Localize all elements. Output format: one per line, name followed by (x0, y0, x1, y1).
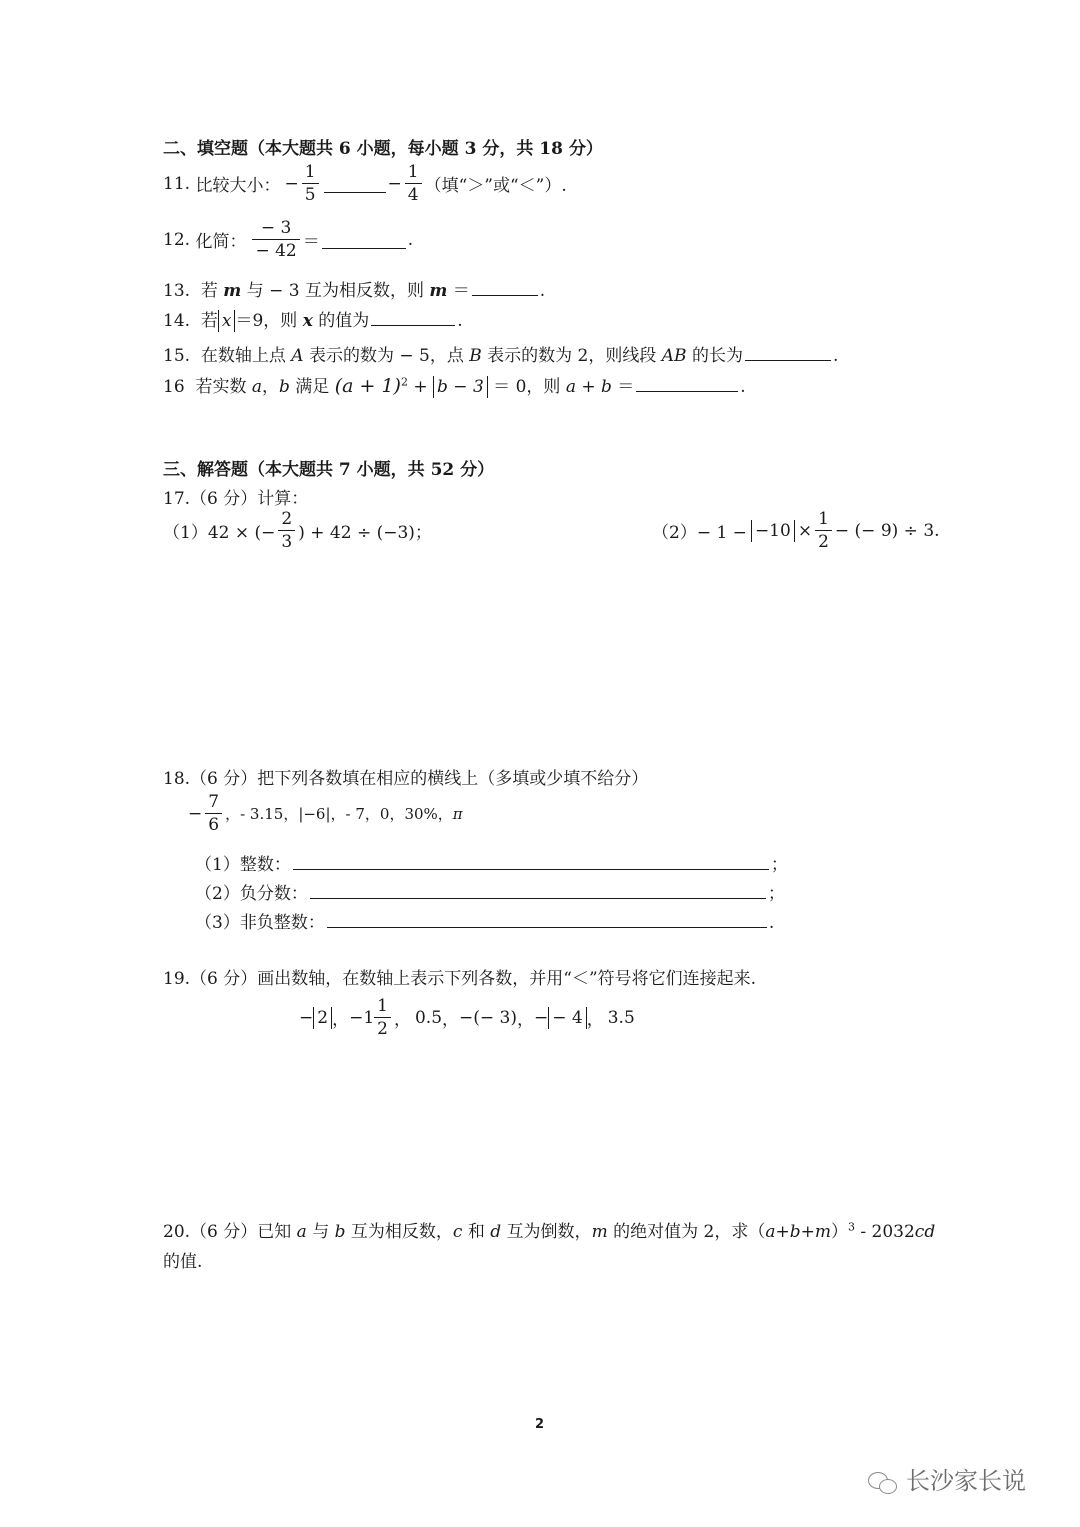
q19-sep-2: ， (393, 1010, 411, 1031)
q18-fraction-den: 6 (205, 813, 222, 835)
q20-var-c: c (452, 1222, 463, 1242)
q14-var-x: x (302, 311, 313, 331)
question-12 (163, 218, 413, 262)
q16-abs: b − 3 (433, 376, 488, 398)
q15-point-b: B (469, 346, 482, 366)
q19-a4: −(− 3) (459, 1007, 517, 1028)
q19-a1-abs: 2 (313, 1007, 332, 1029)
q13-mid: 与 − 3 互为相反数，则 (246, 281, 424, 301)
q19-a2-fraction (374, 996, 391, 1040)
q15-segment-ab: AB (661, 346, 687, 366)
q12-fraction-den: − 42 (252, 239, 299, 261)
q19-a2-pre: −1 (349, 1007, 375, 1028)
q14-post: 的值为 (318, 311, 370, 331)
question-14 (163, 306, 463, 332)
q11-number: 11. (163, 173, 191, 194)
q20-t1: 20.（6 分）已知 (163, 1222, 292, 1242)
q12-end: . (407, 229, 414, 250)
q14-abs-x: x (218, 310, 236, 332)
q15-number: 15. (163, 346, 191, 366)
q18-list: ，- 3.15，|−6|，- 7，0，30%， (225, 805, 453, 824)
q11-fraction-1-num: 1 (304, 162, 316, 182)
q17-p1-fraction-den: 3 (278, 530, 295, 552)
q16-var-b: b (279, 377, 290, 397)
section-3-heading: 三、解答题（本大题共 7 小题，共 52 分） (163, 460, 495, 480)
q12-number: 12. (163, 229, 191, 250)
q18-fraction (205, 792, 222, 836)
q13-end: . (539, 281, 546, 301)
question-18-heading: 18.（6 分）把下列各数填在相应的横线上（多填或少填不给分） (163, 769, 649, 789)
q20-t3: 互为相反数， (350, 1222, 453, 1242)
q20-t8: - 2032 (854, 1222, 915, 1242)
q17-p1-fraction (278, 509, 295, 553)
q15-end: . (832, 346, 839, 366)
q12-label: 化简： (195, 232, 247, 253)
q20-expr: a+b+m (765, 1222, 831, 1242)
q20-t6: 的绝对值为 2，求（ (613, 1222, 766, 1242)
q14-end: . (457, 311, 463, 331)
q13-number: 13. (163, 281, 191, 301)
q20-t4: 和 (467, 1222, 485, 1242)
q13-var-m: m (223, 281, 242, 301)
q12-equals: ＝ (302, 232, 320, 253)
question-20-line-1 (163, 1217, 935, 1242)
q11-label: 比较大小： (195, 176, 281, 197)
q11-neg-sign-2: − (387, 173, 402, 194)
question-16 (163, 372, 746, 398)
q20-t7: ） (830, 1222, 848, 1242)
q15-text3: 表示的数为 2，则线段 (487, 346, 657, 366)
q15-answer-blank[interactable] (745, 343, 831, 361)
question-17-heading: 17.（6 分）计算： (163, 489, 309, 509)
q18-row-nonnegative-integers (195, 908, 774, 933)
q19-a3: 0.5 (414, 1007, 443, 1028)
q17-p2-post: − (− 9) ÷ 3. (834, 520, 940, 541)
question-15 (163, 341, 838, 366)
q16-exponent: 2 (400, 375, 408, 389)
q18-row2-blank[interactable] (310, 881, 766, 899)
q19-a1-neg: − (299, 1007, 314, 1028)
wechat-icon (868, 1470, 898, 1494)
q19-a5-abs: − 4 (548, 1007, 586, 1029)
q14-number: 14. (163, 311, 191, 331)
q16-number: 16 (163, 377, 185, 397)
q16-sum: a + b (565, 377, 612, 397)
q17-p2-fraction-num: 1 (818, 509, 829, 529)
q17-p2-pre: （2）− 1 − (652, 523, 747, 544)
q19-sep-5: ， (586, 1010, 604, 1031)
q17-p1-post: ) + 42 ÷ (−3)； (298, 523, 432, 544)
q16-expr2: ＝ 0，则 (493, 377, 561, 397)
q16-equals: ＝ (617, 377, 635, 397)
watermark-text: 长沙家长说 (906, 1467, 1026, 1495)
q16-var-a: a (251, 377, 262, 397)
q16-answer-blank[interactable] (636, 374, 738, 392)
q12-answer-blank[interactable] (322, 231, 406, 249)
q15-point-a: A (291, 346, 304, 366)
q19-a6: 3.5 (607, 1007, 635, 1028)
q16-plus: + (407, 377, 434, 397)
q14-pre: 若 (200, 311, 218, 331)
watermark (868, 1461, 1026, 1496)
q11-fraction-1-den: 5 (302, 183, 319, 205)
question-20-line-2: 的值. (163, 1252, 203, 1272)
question-19-heading: 19.（6 分）画出数轴，在数轴上表示下列各数，并用“＜”符号将它们连接起来. (163, 969, 757, 989)
page-number: 2 (535, 1417, 545, 1432)
q18-row2-end: ； (767, 884, 785, 904)
q13-answer-blank[interactable] (472, 278, 538, 296)
q19-a2-fraction-num: 1 (377, 996, 388, 1016)
q18-row-integers (195, 850, 788, 875)
q14-answer-blank[interactable] (371, 308, 455, 326)
q18-row3-label: （3）非负整数： (195, 913, 325, 933)
q19-a2-fraction-den: 2 (374, 1017, 391, 1039)
q20-t5: 互为倒数， (506, 1222, 592, 1242)
q11-fraction-2-den: 4 (405, 183, 422, 205)
q17-p2-times: × (797, 520, 813, 541)
q18-row1-blank[interactable] (293, 852, 769, 870)
q20-cd: cd (914, 1222, 936, 1242)
q18-fraction-num: 7 (208, 792, 220, 812)
q20-var-a: a (296, 1222, 307, 1242)
q18-pi: π (452, 804, 463, 823)
q19-sep-4: ， (517, 1010, 534, 1031)
q18-row3-blank[interactable] (327, 910, 767, 928)
q18-neg: − (188, 803, 203, 824)
question-19-numbers (299, 996, 635, 1040)
question-18-number-list (188, 792, 463, 836)
q13-pre: 若 (200, 281, 218, 301)
q17-p2-abs: −10 (751, 520, 795, 542)
q17-p1-fraction-num: 2 (281, 509, 293, 529)
question-11 (163, 162, 567, 206)
section-2-heading: 二、填空题（本大题共 6 小题，每小题 3 分，共 18 分） (163, 139, 603, 159)
q18-row1-label: （1）整数： (195, 855, 291, 875)
q19-sep-3: ， (442, 1010, 460, 1031)
q16-text1: 若实数 (195, 377, 247, 397)
question-13 (163, 276, 545, 301)
q16-comma: ， (262, 377, 279, 397)
q13-equals: ＝ (452, 281, 470, 301)
q18-row1-end: ； (770, 855, 788, 875)
q16-expr1: (a + 1) (334, 375, 401, 397)
q12-fraction (252, 218, 299, 262)
q11-neg-sign-1: − (284, 173, 299, 194)
q20-t2: 与 (312, 1222, 330, 1242)
q18-row-negative-fractions (195, 879, 785, 904)
q16-text2: 满足 (295, 377, 330, 397)
q15-text4: 的长为 (691, 346, 743, 366)
q14-mid: ＝9，则 (235, 311, 298, 331)
q17-p1-pre: （1）42 × (− (163, 523, 276, 544)
q16-end: . (740, 377, 746, 397)
q20-var-m: m (591, 1222, 608, 1242)
q11-hint: （填“＞”或“＜”）. (424, 176, 567, 197)
q17-p2-fraction-den: 2 (815, 530, 832, 552)
question-17-part-2 (652, 509, 940, 553)
q19-a5-neg: − (534, 1007, 549, 1028)
q15-text2: 表示的数为 − 5，点 (308, 346, 464, 366)
q11-fraction-2 (405, 162, 422, 206)
question-17-part-1 (163, 509, 432, 553)
q11-fraction-2-num: 1 (407, 162, 419, 182)
q15-text1: 在数轴上点 (200, 346, 286, 366)
q20-var-d: d (490, 1222, 502, 1242)
q11-fraction-1 (302, 162, 319, 206)
q17-p2-fraction (815, 509, 832, 553)
q12-fraction-num: − 3 (260, 218, 292, 238)
q18-row3-end: . (768, 913, 775, 933)
q18-row2-label: （2）负分数： (195, 884, 308, 904)
q19-sep-1: ， (332, 1010, 350, 1031)
q11-answer-blank[interactable] (324, 175, 386, 193)
q13-var-m2: m (429, 281, 448, 301)
q20-var-b: b (334, 1222, 346, 1242)
q20-exponent: 3 (847, 1220, 855, 1234)
